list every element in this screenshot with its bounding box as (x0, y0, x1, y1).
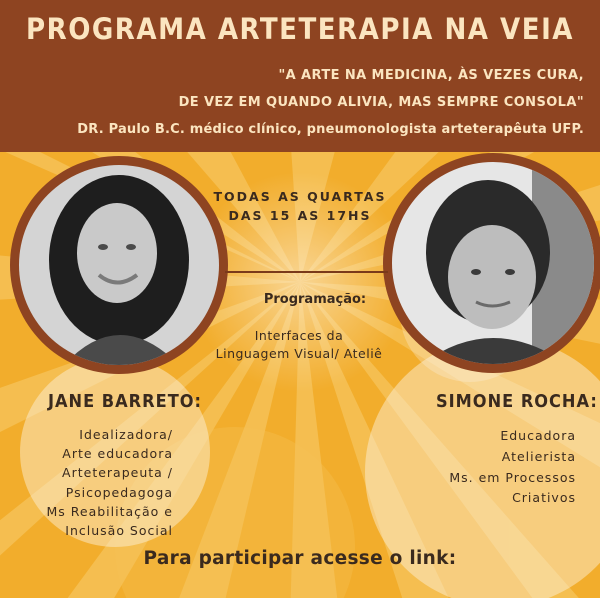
speaker-name-jane: JANE BARRETO: (48, 391, 202, 412)
speaker-bio-simone (449, 426, 576, 509)
simone-rocha-photo (383, 153, 600, 373)
page-title: PROGRAMA ARTETERAPIA NA VEIA (26, 12, 574, 46)
participation-link-text: Para participar acesse o link: (143, 548, 457, 569)
bio-line: Idealizadora/ (79, 427, 173, 442)
schedule-days: TODAS AS QUARTAS (213, 189, 387, 204)
programming-line-1: Interfaces da (254, 328, 344, 343)
connector-line (225, 271, 388, 273)
speaker-bio-jane (46, 425, 173, 540)
programming-line-2: Linguagem Visual/ Ateliê (215, 346, 383, 361)
bio-line: Ms Reabilitação e (46, 503, 173, 519)
bio-line: Educadora (500, 428, 576, 443)
bio-line: Psicopedagoga (65, 484, 173, 500)
bio-line: Atelierista (501, 448, 576, 464)
quote-line-1: "A ARTE NA MEDICINA, ÀS VEZES CURA, (278, 68, 584, 83)
bio-line: Arteterapeuta / (62, 465, 173, 481)
bio-line: Ms. em Processos (449, 469, 576, 485)
portrait-simone (392, 162, 594, 364)
programming-label: Programação: (263, 292, 367, 307)
schedule-hours: DAS 15 AS 17HS (228, 208, 372, 223)
quote-line-2: DE VEZ EM QUANDO ALIVIA, MAS SEMPRE CONSOLA" (178, 95, 584, 110)
bio-line: Inclusão Social (65, 523, 173, 539)
quote-attribution: DR. Paulo B.C. médico clínico, pneumonologista arteterapêuta UFP. (77, 122, 584, 137)
bio-line: Criativos (512, 490, 576, 506)
bio-line: Arte educadora (62, 446, 173, 462)
speaker-name-simone: SIMONE ROCHA: (436, 391, 598, 412)
